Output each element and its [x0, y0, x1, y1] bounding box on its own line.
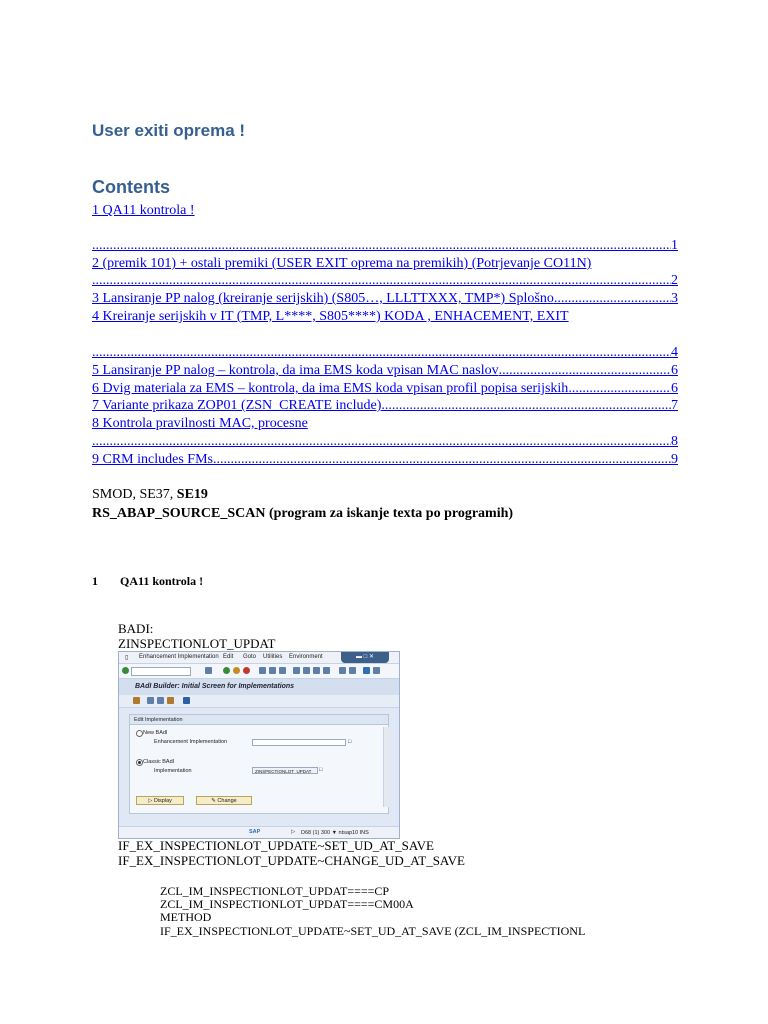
shortcut-icon[interactable] [349, 667, 356, 674]
new-badi-label: New BAdI [143, 730, 168, 736]
implementation-field[interactable]: ZINSPECTIONLOT_UPDAT [252, 767, 318, 774]
toc-entry-label: 7 Variante prikaza ZOP01 (ZSN_CREATE include) [92, 398, 382, 413]
code-line-2: ZCL_IM_INSPECTIONLOT_UPDAT====CM00A [160, 897, 414, 911]
vertical-scrollbar[interactable] [383, 727, 390, 807]
section-1-number: 1 [92, 574, 98, 588]
sap-menu-utilities[interactable]: Utilities [263, 654, 283, 660]
sap-logo: SAP [249, 829, 261, 835]
exit-icon[interactable] [233, 667, 240, 674]
f4-help-icon-2[interactable]: □ [319, 767, 323, 773]
tcode-se19: SE19 [176, 487, 208, 502]
other-object-icon[interactable] [133, 697, 140, 704]
edit-implementation-panel [129, 714, 389, 814]
toc-page-number: 7 [671, 398, 678, 413]
help-icon[interactable] [363, 667, 370, 674]
toc-entry-2-dots[interactable] [92, 273, 678, 289]
badi-label: BADI: [118, 621, 154, 636]
window-controls[interactable]: ▬ □ ✕ [341, 652, 389, 663]
toc-entry-6[interactable] [92, 381, 678, 397]
toc-entry-label: 1 QA11 kontrola ! [92, 203, 195, 218]
implementation-label: Implementation [154, 768, 192, 774]
toc-entry-3[interactable] [92, 291, 678, 307]
toc-entry-1[interactable] [92, 203, 195, 219]
display-button[interactable] [136, 796, 184, 805]
change-label: Change [217, 798, 237, 804]
toc-entry-label: 2 (premik 101) + ostali premiki (USER EXIT oprema na premikih) (Potrjevanje CO11N) [92, 256, 592, 271]
toc-page-number: 9 [671, 452, 678, 467]
find-next-icon[interactable] [279, 667, 286, 674]
toc-entry-label: 5 Lansiranje PP nalog – kontrola, da ima EMS koda vpisan MAC naslov [92, 363, 499, 378]
sap-menu-environment[interactable]: Environment [289, 654, 323, 660]
scan-program-line: RS_ABAP_SOURCE_SCAN (program za iskanje texta po programih) [92, 506, 514, 521]
document-title: User exiti oprema ! [92, 121, 246, 140]
method-line-2: IF_EX_INSPECTIONLOT_UPDATE~CHANGE_UD_AT_SAVE [118, 853, 465, 868]
toc-entry-label: 9 CRM includes FMs [92, 452, 213, 467]
sap-app-toolbar [119, 695, 399, 708]
new-badi-radio[interactable] [136, 730, 143, 737]
toc-page-number: 6 [671, 363, 678, 378]
system-info: D68 (1) 300 ▼ ntsap10 INS [301, 830, 369, 836]
toc-page-number: 2 [671, 273, 678, 288]
cancel-icon[interactable] [243, 667, 250, 674]
back-icon[interactable] [223, 667, 230, 674]
sap-menubar [119, 652, 399, 664]
sap-system-toolbar [119, 664, 399, 679]
find-icon[interactable] [269, 667, 276, 674]
classic-badi-radio[interactable] [136, 759, 143, 766]
sap-screen-title: BAdI Builder: Initial Screen for Implementations [119, 679, 399, 695]
command-field[interactable] [131, 667, 191, 676]
delete-icon[interactable] [147, 697, 154, 704]
toc-entry-label: 4 Kreiranje serijskih v IT (TMP, L****, S805****) KODA , ENHACEMENT, EXIT [92, 309, 569, 324]
display-label: Display [153, 798, 172, 804]
panel-header: Edit Implementation [130, 715, 388, 725]
copy-icon[interactable] [157, 697, 164, 704]
code-line-1: ZCL_IM_INSPECTIONLOT_UPDAT====CP [160, 884, 390, 898]
layout-icon[interactable] [373, 667, 380, 674]
info-icon[interactable] [183, 697, 190, 704]
toc-page-number: 3 [671, 291, 678, 306]
rename-icon[interactable] [167, 697, 174, 704]
toc-entry-label: 3 Lansiranje PP nalog (kreiranje serijskih) (S805…, LLLTTXXX, TMP*) Splošno [92, 291, 554, 306]
first-page-icon[interactable] [293, 667, 300, 674]
classic-badi-label: Classic BAdI [143, 759, 175, 765]
toc-page-number: 8 [671, 434, 678, 449]
toc-entry-5[interactable] [92, 363, 678, 379]
contents-heading: Contents [92, 177, 170, 197]
toc-page-number: 1 [671, 238, 678, 253]
toc-page-number: 4 [671, 345, 678, 360]
code-line-4: IF_EX_INSPECTIONLOT_UPDATE~SET_UD_AT_SAVE (ZCL_IM_INSPECTIONL [160, 924, 586, 938]
badi-name: ZINSPECTIONLOT_UPDAT [118, 636, 276, 651]
toc-entry-8[interactable] [92, 416, 308, 432]
tcode-text: SMOD, SE37, [92, 487, 177, 502]
toc-entry-4[interactable] [92, 309, 569, 325]
toc-page-number: 6 [671, 381, 678, 396]
toc-entry-label: 6 Dvig materiala za EMS – kontrola, da ima EMS koda vpisan profil popisa serijskih [92, 381, 569, 396]
sap-menu-icon: ▯ [125, 655, 129, 661]
new-session-icon[interactable] [339, 667, 346, 674]
print-icon[interactable] [259, 667, 266, 674]
sap-badi-builder-screenshot [118, 651, 400, 839]
code-line-3: METHOD [160, 910, 212, 924]
next-page-icon[interactable] [313, 667, 320, 674]
display-icon: ▷ [148, 798, 153, 804]
last-page-icon[interactable] [323, 667, 330, 674]
save-icon[interactable] [205, 667, 212, 674]
enter-icon[interactable] [122, 667, 129, 674]
toc-entry-label: 8 Kontrola pravilnosti MAC, procesne [92, 416, 308, 431]
pencil-icon: ✎ [211, 798, 216, 804]
section-1-title: QA11 kontrola ! [120, 574, 204, 588]
toc-entry-7[interactable] [92, 398, 678, 414]
prev-page-icon[interactable] [303, 667, 310, 674]
enh-impl-label: Enhancement Implementation [154, 739, 228, 745]
status-play-icon[interactable]: ▷ [291, 829, 296, 835]
toc-entry-8-dots[interactable] [92, 434, 678, 450]
method-line-1: IF_EX_INSPECTIONLOT_UPDATE~SET_UD_AT_SAVE [118, 838, 434, 853]
tcode-line [92, 487, 208, 503]
f4-help-icon[interactable]: □ [348, 739, 352, 745]
toc-entry-9[interactable] [92, 452, 678, 468]
change-button[interactable] [196, 796, 252, 805]
toc-entry-2[interactable] [92, 256, 591, 272]
toc-entry-1-dots[interactable] [92, 238, 678, 254]
sap-menu-enhancement[interactable]: Enhancement Implementation [139, 654, 219, 660]
enh-impl-field[interactable] [252, 739, 346, 746]
sap-menu-goto[interactable]: Goto [243, 654, 257, 660]
toc-entry-4-dots[interactable] [92, 345, 678, 361]
sap-menu-edit[interactable]: Edit [223, 654, 234, 660]
